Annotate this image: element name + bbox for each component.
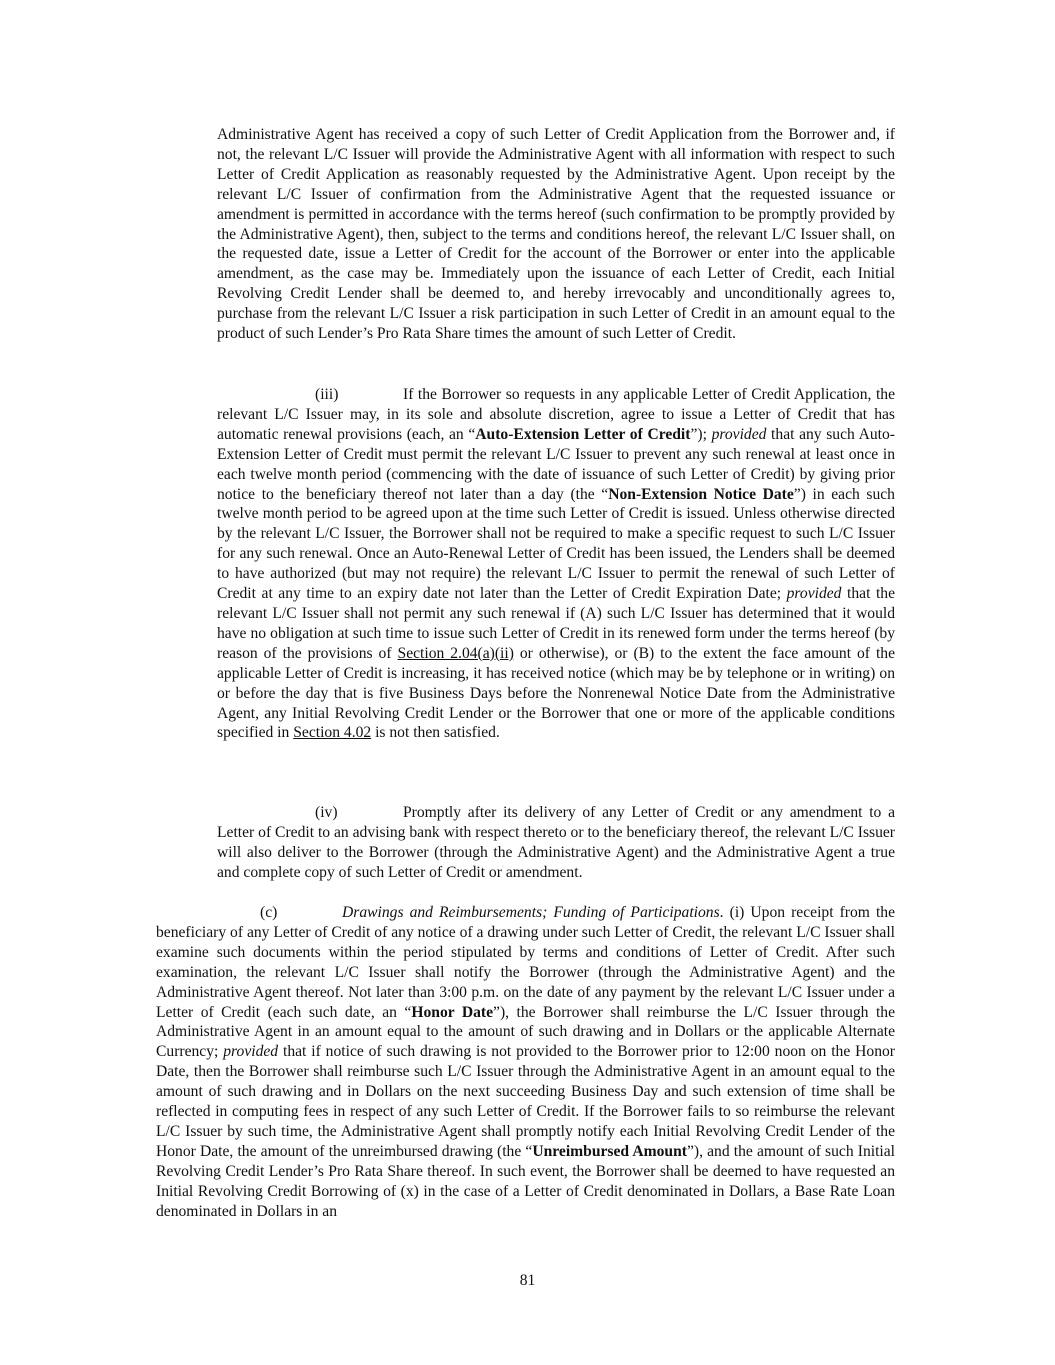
paragraph-text: ”), and the amount of such Initial Revolving Credit Lender’s Pro Rata Share thereof. In such event, the Borrower shall be deemed to have requested an Initial Revolving Credit Borrowing of (x) in the case of a Letter of Credit denominated in Dollars, a Base Rate Loan denominated in Dollars in an	[156, 1142, 895, 1220]
paragraph-text: ”);	[690, 425, 712, 443]
section-reference: Section 4.02	[293, 724, 372, 742]
section-heading: Drawings and Reimbursements; Funding of Participations	[342, 904, 720, 921]
paragraph-number: (c)	[260, 904, 278, 921]
paragraph-c	[156, 903, 895, 1222]
page-number: 81	[519, 1272, 536, 1289]
paragraph-text: that if notice of such drawing is not provided to the Borrower prior to 12:00 noon on the Honor Date, then the Borrower shall reimburse such L/C Issuer through the Administrative Agent in an amount equal to the amount of such drawing and in Dollars on the next succeeding Business Day and such extension of time shall be reflected in computing fees in respect of any such Letter of Credit. If the Borrower fails to so reimburse the relevant L/C Issuer by such time, the Administrative Agent shall promptly notify each Initial Revolving Credit Lender of the Honor Date, the amount of the unreimbursed drawing (the “	[156, 1043, 895, 1160]
paragraph-text: is not then satisfied.	[371, 724, 500, 742]
paragraph-text: If the Borrower so requests in any applicable Letter of Credit Application, the relevant L/C Issuer may, in its sole and absolute discretion, agree to issue a Letter of Credit that has automatic renewal provisions (each, an “	[217, 386, 895, 443]
paragraph-text: that any such Auto-Extension Letter of Credit must permit the relevant L/C Issuer to prevent any such renewal at least once in each twelve month period (commencing with the date of issuance of such Letter of Credit) by giving prior notice to the beneficiary thereof not later than a day (the “	[217, 425, 895, 503]
paragraph-iv	[217, 803, 895, 883]
paragraph-text: Administrative Agent has received a copy of such Letter of Credit Application from the Borrower and, if not, the relevant L/C Issuer will provide the Administrative Agent with all information with respect to such Letter of Credit Application as reasonably requested by the Administrative Agent. Upon receipt by the relevant L/C Issuer of confirmation from the Administrative Agent that the requested issuance or amendment is permitted in accordance with the terms hereof (such confirmation to be promptly provided by the Administrative Agent), then, subject to the terms and conditions hereof, the relevant L/C Issuer shall, on the requested date, issue a Letter of Credit for the account of the Borrower or enter into the applicable amendment, as the case may be. Immediately upon the issuance of each Letter of Credit, each Initial Revolving Credit Lender shall be deemed to, and hereby irrevocably and unconditionally agrees to, purchase from the relevant L/C Issuer a risk participation in such Letter of Credit in an amount equal to the product of such Lender’s Pro Rata Share times the amount of such Letter of Credit.	[217, 126, 895, 343]
paragraph-text: ”), the Borrower shall reimburse the L/C Issuer through the Administrative Agent in an amount equal to the amount of such drawing and in Dollars or the applicable Alternate Currency;	[156, 1003, 896, 1061]
section-reference: Section 2.04(a)(ii)	[397, 644, 514, 662]
paragraph-text: Promptly after its delivery of any Letter of Credit or any amendment to a Letter of Credit to an advising bank with respect thereto or to the beneficiary thereof, the relevant L/C Issuer will also deliver to the Borrower (through the Administrative Agent) and the Administrative Agent a true and complete copy of such Letter of Credit or amendment.	[217, 804, 895, 881]
defined-term: Auto-Extension Letter of Credit	[475, 425, 691, 443]
paragraph-text: or otherwise), or (B) to the extent the face amount of the applicable Letter of Credit is increasing, it has received notice (which may be by telephone or in writing) on or before the day that is five Business Days before the Nonrenewal Notice Date from the Administrative Agent, any Initial Revolving Credit Lender or the Borrower that one or more of the applicable conditions specified in	[217, 644, 895, 742]
italic-term: provided	[786, 585, 842, 603]
paragraph-number: (iv)	[315, 804, 338, 821]
paragraph-number: (iii)	[315, 386, 339, 403]
italic-term: provided	[711, 425, 767, 443]
paragraph-text: that the relevant L/C Issuer shall not permit any such renewal if (A) such L/C Issuer has determined that it would have no obligation at such time to issue such Letter of Credit in its renewed form under the terms hereof (by reason of the provisions of	[217, 585, 895, 662]
paragraph-text: . (i) Upon receipt from the beneficiary of any Letter of Credit of any notice of a drawing under such Letter of Credit, the relevant L/C Issuer shall examine such documents within the period stipulated by terms and conditions of Letter of Credit. After such examination, the relevant L/C Issuer shall notify the Borrower (through the Administrative Agent) and the Administrative Agent thereof. Not later than 3:00 p.m. on the date of any payment by the relevant L/C Issuer under a Letter of Credit (each such date, an “	[156, 904, 896, 1021]
paragraph-iii	[217, 385, 895, 743]
italic-term: provided	[223, 1043, 279, 1061]
defined-term: Non-Extension Notice Date	[608, 485, 794, 503]
paragraph-continuation	[217, 125, 895, 344]
paragraph-text: ”) in each such twelve month period to be agreed upon at the time such Letter of Credit is issued. Unless otherwise directed by the relevant L/C Issuer, the Borrower shall not be required to make a specific request to such L/C Issuer for any such renewal. Once an Auto-Renewal Letter of Credit has been issued, the Lenders shall be deemed to have authorized (but may not require) the relevant L/C Issuer to permit the renewal of such Letter of Credit at any time to an expiry date not later than the Letter of Credit Expiration Date;	[217, 485, 895, 603]
defined-term: Unreimbursed Amount	[532, 1142, 687, 1160]
defined-term: Honor Date	[411, 1003, 494, 1021]
